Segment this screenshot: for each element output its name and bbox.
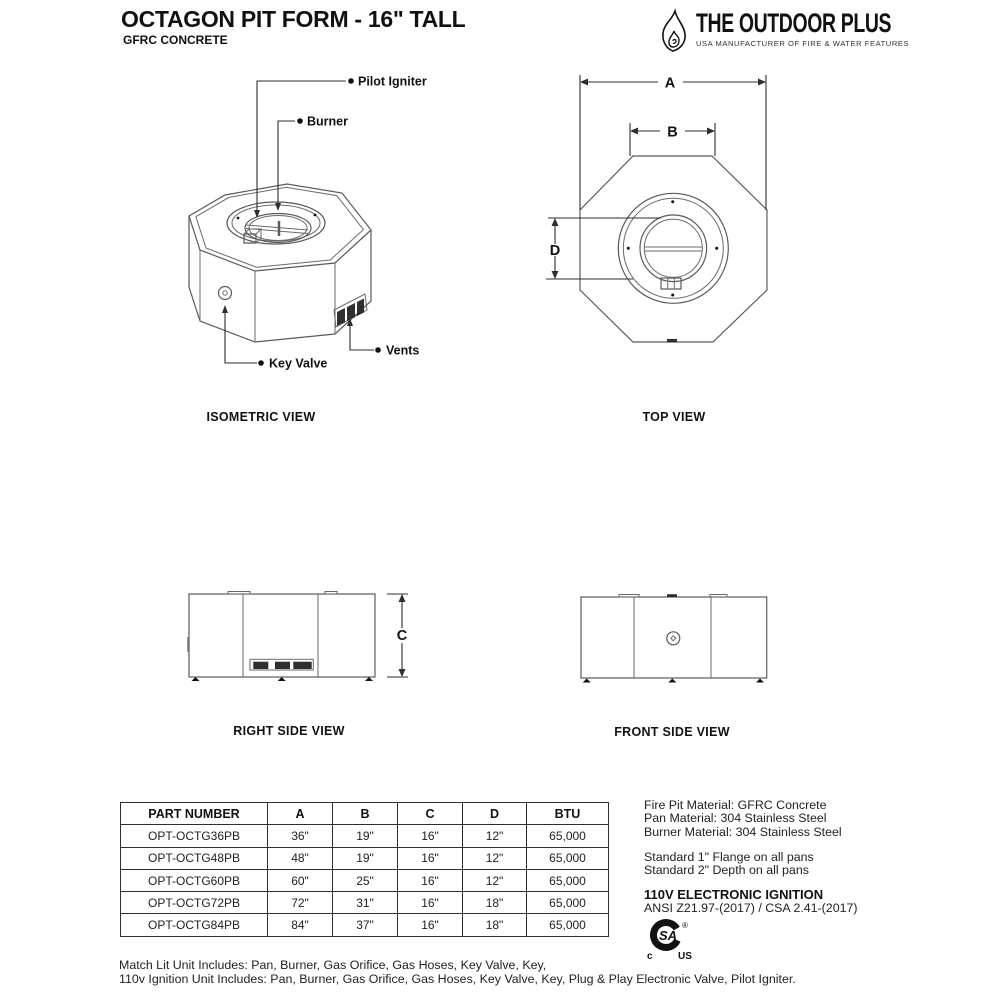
ignition-title: 110V ELECTRONIC IGNITION: [644, 887, 824, 902]
table-cell: 25": [333, 869, 398, 891]
table-cell: 65,000: [527, 869, 609, 891]
top-pan-outer: [618, 193, 728, 303]
front-key-valve: [667, 632, 680, 645]
key-valve-label: Key Valve: [269, 356, 328, 371]
dim-b-label: B: [667, 124, 678, 141]
right-side-view-drawing: [170, 580, 430, 705]
foot: [756, 679, 764, 683]
table-cell: 18": [463, 914, 527, 936]
table-cell: OPT-OCTG36PB: [121, 825, 268, 847]
dim-a-label: A: [664, 75, 676, 92]
column-header: A: [268, 803, 333, 825]
isometric-view-caption: ISOMETRIC VIEW: [206, 410, 316, 424]
standard-line: Standard 1" Flange on all pans: [644, 850, 814, 864]
csa-registered-symbol: ®: [682, 921, 688, 930]
brand-text: [696, 8, 967, 48]
material-line: Burner Material: 304 Stainless Steel: [644, 824, 842, 839]
dimension-a: [580, 75, 766, 210]
right-vents: [250, 659, 313, 670]
callout-pilot-igniter: [254, 75, 427, 219]
front-panel-seams: [634, 597, 711, 678]
front-top-tab: [710, 595, 727, 598]
table-cell: 19": [333, 825, 398, 847]
table-cell: 65,000: [527, 847, 609, 869]
brand-name: THE OUTDOOR PLUS: [696, 8, 892, 38]
front-body: [581, 597, 767, 678]
table-cell: 65,000: [527, 892, 609, 914]
foot: [583, 679, 591, 683]
key-valve: [219, 287, 232, 300]
pan-screw: [237, 217, 240, 220]
spec-table-header-row: [121, 803, 609, 825]
column-header: B: [333, 803, 398, 825]
pan-screw: [671, 294, 674, 297]
table-cell: 16": [398, 892, 463, 914]
table-cell: 36": [268, 825, 333, 847]
table-cell: 16": [398, 869, 463, 891]
materials-block: [644, 799, 842, 839]
column-header: BTU: [527, 803, 609, 825]
page-title: OCTAGON PIT FORM - 16" TALL: [121, 6, 466, 32]
pan-screw: [671, 200, 674, 203]
pilot-igniter-label: Pilot Igniter: [358, 74, 427, 89]
pan-screw: [314, 214, 317, 217]
table-cell: 48": [268, 847, 333, 869]
table-cell: 12": [463, 869, 527, 891]
table-cell: 60": [268, 869, 333, 891]
column-header: PART NUMBER: [121, 803, 268, 825]
right-side-view-caption: RIGHT SIDE VIEW: [233, 724, 345, 738]
flame-icon: [656, 8, 692, 58]
table-cell: 65,000: [527, 825, 609, 847]
front-side-view-drawing: [570, 580, 800, 705]
table-cell: OPT-OCTG72PB: [121, 892, 268, 914]
table-cell: 12": [463, 825, 527, 847]
dimension-b: [630, 123, 715, 156]
right-top-tab: [228, 592, 250, 595]
dim-c-label: C: [396, 628, 408, 644]
table-cell: OPT-OCTG60PB: [121, 869, 268, 891]
spec-table-body: [121, 825, 609, 936]
pan-screw: [715, 247, 718, 250]
material-line: Fire Pit Material: GFRC Concrete: [644, 798, 827, 812]
dimension-c: [387, 594, 408, 677]
front-top-tab: [619, 595, 639, 598]
table-cell: 19": [333, 847, 398, 869]
foot: [668, 679, 676, 683]
top-view-drawing: [530, 60, 790, 360]
top-view-caption: TOP VIEW: [642, 410, 706, 424]
standard-line: Standard 2" Depth on all pans: [644, 863, 809, 878]
front-top-notch: [667, 594, 677, 597]
table-row: [121, 914, 609, 936]
callout-vents: [347, 318, 419, 358]
table-cell: 16": [398, 914, 463, 936]
material-line: Pan Material: 304 Stainless Steel: [644, 811, 827, 826]
table-row: [121, 869, 609, 891]
page-subtitle: GFRC CONCRETE: [123, 33, 228, 47]
table-cell: 37": [333, 914, 398, 936]
ignition-cert: ANSI Z21.97-(2017) / CSA 2.41-(2017): [644, 901, 858, 915]
column-header: D: [463, 803, 527, 825]
table-cell: 84": [268, 914, 333, 936]
csa-c-label: c: [647, 951, 653, 962]
top-burner-inner: [644, 219, 702, 277]
csa-us-label: US: [678, 951, 692, 962]
footnotes: [119, 959, 899, 986]
standards-block: [644, 851, 814, 878]
footnote-line: 110v Ignition Unit Includes: Pan, Burner, Gas Orifice, Gas Hoses, Key Valve, Key, Plug & Play Electronic Valve, Pilot Igniter.: [119, 971, 796, 986]
table-cell: 12": [463, 847, 527, 869]
table-cell: 16": [398, 847, 463, 869]
brand-tagline: USA MANUFACTURER OF FIRE & WATER FEATURES: [696, 39, 910, 48]
callout-key-valve: [222, 305, 327, 371]
burner-label: Burner: [307, 114, 348, 129]
csa-sa-text: SA: [659, 928, 678, 943]
top-octagon: [580, 156, 767, 342]
vents-label: Vents: [386, 343, 420, 358]
top-burner-tube: [645, 247, 703, 251]
top-burner-outer: [640, 215, 707, 282]
table-row: [121, 892, 609, 914]
dimension-d: [546, 218, 661, 279]
right-top-tab: [325, 592, 337, 595]
isometric-view-drawing: [150, 60, 490, 400]
table-cell: 16": [398, 825, 463, 847]
pan-rim-outer: [227, 202, 325, 244]
csa-mark: [645, 916, 695, 962]
table-cell: 65,000: [527, 914, 609, 936]
pan-screw: [627, 247, 630, 250]
table-row: [121, 825, 609, 847]
front-side-view-caption: FRONT SIDE VIEW: [614, 725, 730, 739]
spec-table: [120, 802, 609, 937]
top-bottom-notch: [667, 339, 677, 342]
table-cell: 18": [463, 892, 527, 914]
table-row: [121, 847, 609, 869]
table-cell: 72": [268, 892, 333, 914]
top-pan-inner: [623, 198, 723, 298]
column-header: C: [398, 803, 463, 825]
table-cell: 31": [333, 892, 398, 914]
table-cell: OPT-OCTG48PB: [121, 847, 268, 869]
footnote-line: Match Lit Unit Includes: Pan, Burner, Gas Orifice, Gas Hoses, Key Valve, Key,: [119, 958, 547, 972]
dim-d-label: D: [549, 243, 561, 259]
table-cell: OPT-OCTG84PB: [121, 914, 268, 936]
brand-logo: [656, 8, 967, 58]
